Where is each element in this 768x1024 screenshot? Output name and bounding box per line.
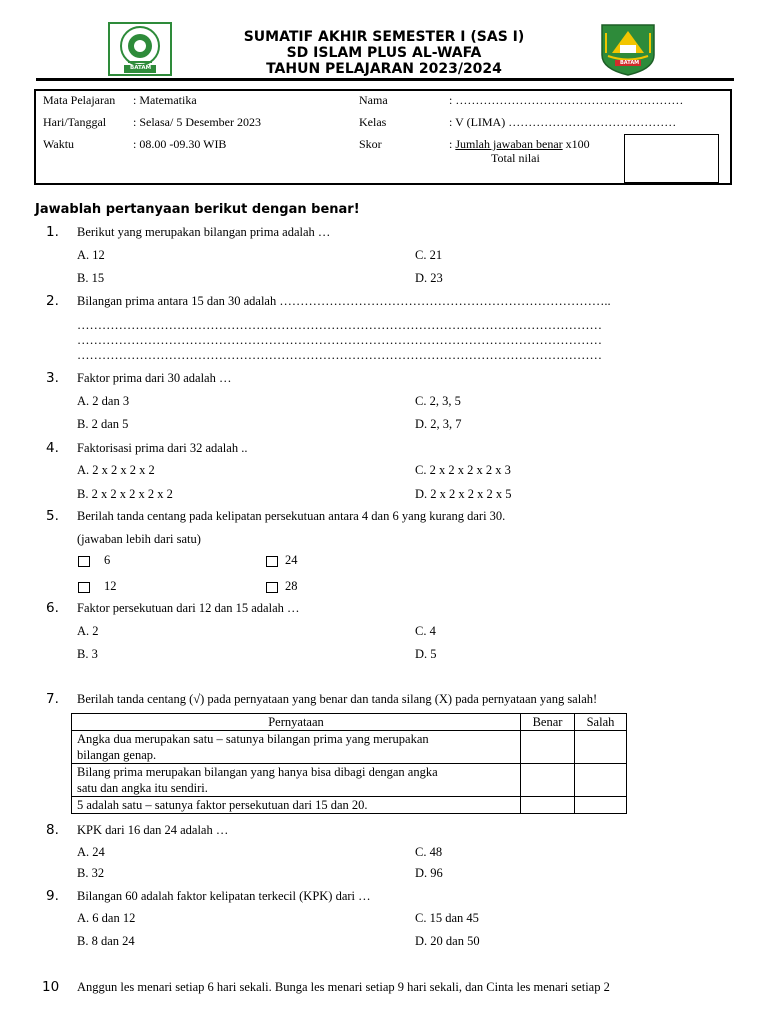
skor-denominator: Total nilai xyxy=(491,151,540,165)
q7-row2-true-cell[interactable] xyxy=(521,764,575,797)
q8-option-b[interactable]: B. 32 xyxy=(77,866,105,880)
q5-note: (jawaban lebih dari satu) xyxy=(77,532,201,546)
q8-option-d[interactable]: D. 96 xyxy=(415,866,443,880)
q6-option-d[interactable]: D. 5 xyxy=(415,647,437,661)
q5-number: 5. xyxy=(46,508,59,524)
kelas-field[interactable]: : V (LIMA) …………………………………… xyxy=(449,115,677,129)
q7-statement-2 xyxy=(72,764,521,797)
q3-option-b[interactable]: B. 2 dan 5 xyxy=(77,417,129,431)
q7-statement-table xyxy=(71,713,627,814)
skor-label: Skor xyxy=(359,137,382,151)
nama-label: Nama xyxy=(359,93,388,107)
q9-text: Bilangan 60 adalah faktor kelipatan terkecil (KPK) dari … xyxy=(77,889,371,903)
q5-text: Berilah tanda centang pada kelipatan persekutuan antara 4 dan 6 yang kurang dari 30. xyxy=(77,509,506,523)
hari-label: Hari/Tanggal xyxy=(43,115,107,129)
q1-option-d[interactable]: D. 23 xyxy=(415,271,443,285)
q2-answer-line-2[interactable]: ……………………………………………………………………………………………………………… xyxy=(77,333,602,347)
q10-text: Anggun les menari setiap 6 hari sekali. Bunga les menari setiap 9 hari sekali, dan Cinta les menari setiap 2 xyxy=(77,980,610,994)
school-year: TAHUN PELAJARAN 2023/2024 xyxy=(266,61,502,77)
q5-checkbox-12[interactable] xyxy=(78,582,90,593)
q3-option-a[interactable]: A. 2 dan 3 xyxy=(77,394,130,408)
q2-number: 2. xyxy=(46,293,59,309)
q4-option-a[interactable]: A. 2 x 2 x 2 x 2 xyxy=(77,463,155,477)
q5-option-24: 24 xyxy=(285,553,298,567)
mapel-label: Mata Pelajaran xyxy=(43,93,116,107)
school-name: SD ISLAM PLUS AL-WAFA xyxy=(286,45,482,61)
q6-option-b[interactable]: B. 3 xyxy=(77,647,98,661)
q2-text: Bilangan prima antara 15 dan 30 adalah …………………………………………………………………….. xyxy=(77,294,611,308)
q9-option-a[interactable]: A. 6 dan 12 xyxy=(77,911,136,925)
q2-answer-line-1[interactable]: ……………………………………………………………………………………………………………… xyxy=(77,318,602,332)
waktu-label: Waktu xyxy=(43,137,75,151)
q8-option-c[interactable]: C. 48 xyxy=(415,845,443,859)
q7-row3-true-cell[interactable] xyxy=(521,797,575,814)
emblem-label: BATAM xyxy=(620,60,640,66)
q7-statement-2-line-2: satu dan angka itu sendiri. xyxy=(77,781,208,795)
q7-statement-1-line-1: Angka dua merupakan satu – satunya bilangan prima yang merupakan xyxy=(77,732,429,746)
q4-option-b[interactable]: B. 2 x 2 x 2 x 2 x 2 xyxy=(77,487,173,501)
header-divider xyxy=(36,78,734,81)
q1-option-a[interactable]: A. 12 xyxy=(77,248,105,262)
q9-option-c[interactable]: C. 15 dan 45 xyxy=(415,911,479,925)
q1-option-b[interactable]: B. 15 xyxy=(77,271,105,285)
skor-colon: : xyxy=(449,137,456,151)
q3-text: Faktor prima dari 30 adalah … xyxy=(77,371,232,385)
waktu-value: : 08.00 -09.30 WIB xyxy=(133,137,227,151)
q3-option-c[interactable]: C. 2, 3, 5 xyxy=(415,394,461,408)
q7-statement-1-line-2: bilangan genap. xyxy=(77,748,157,762)
q9-option-d[interactable]: D. 20 dan 50 xyxy=(415,934,480,948)
instruction: Jawablah pertanyaan berikut dengan benar! xyxy=(35,202,360,217)
q10-number: 10 xyxy=(42,979,60,995)
kelas-label: Kelas xyxy=(359,115,387,129)
q4-option-c[interactable]: C. 2 x 2 x 2 x 2 x 3 xyxy=(415,463,511,477)
q4-option-d[interactable]: D. 2 x 2 x 2 x 2 x 5 xyxy=(415,487,512,501)
q7-row3-false-cell[interactable] xyxy=(575,797,627,814)
q1-text: Berikut yang merupakan bilangan prima adalah … xyxy=(77,225,331,239)
q4-number: 4. xyxy=(46,440,59,456)
q3-option-d[interactable]: D. 2, 3, 7 xyxy=(415,417,462,431)
mapel-value: : Matematika xyxy=(133,93,197,107)
q9-option-b[interactable]: B. 8 dan 24 xyxy=(77,934,135,948)
q5-checkbox-24[interactable] xyxy=(266,556,278,567)
nama-field[interactable]: : ………………………………………………… xyxy=(449,93,684,107)
q7-number: 7. xyxy=(46,691,59,707)
q6-number: 6. xyxy=(46,600,59,616)
exam-title: SUMATIF AKHIR SEMESTER I (SAS I) xyxy=(243,29,525,45)
q6-option-c[interactable]: C. 4 xyxy=(415,624,436,638)
q7-col-statement: Pernyataan xyxy=(72,714,521,731)
city-emblem-right xyxy=(598,23,658,76)
skor-formula xyxy=(449,137,590,152)
q1-number: 1. xyxy=(46,224,59,240)
q5-checkbox-28[interactable] xyxy=(266,582,278,593)
q6-option-a[interactable]: A. 2 xyxy=(77,624,99,638)
q7-row2-false-cell[interactable] xyxy=(575,764,627,797)
score-box[interactable] xyxy=(624,134,719,183)
q6-text: Faktor persekutuan dari 12 dan 15 adalah … xyxy=(77,601,300,615)
logo-left-subtitle: BATAM xyxy=(130,65,152,71)
q7-statement-2-line-1: Bilang prima merupakan bilangan yang hanya bisa dibagi dengan angka xyxy=(77,765,438,779)
q7-statement-3: 5 adalah satu – satunya faktor persekutuan dari 15 dan 20. xyxy=(72,797,521,814)
q7-text: Berilah tanda centang (√) pada pernyataan yang benar dan tanda silang (X) pada pernyataan yang salah! xyxy=(77,692,598,706)
q7-col-false: Salah xyxy=(575,714,627,731)
q9-number: 9. xyxy=(46,888,59,904)
q5-option-12: 12 xyxy=(104,579,117,593)
q7-row1-false-cell[interactable] xyxy=(575,731,627,764)
q7-statement-1 xyxy=(72,731,521,764)
hari-value: : Selasa/ 5 Desember 2023 xyxy=(133,115,261,129)
q1-option-c[interactable]: C. 21 xyxy=(415,248,443,262)
q5-option-28: 28 xyxy=(285,579,298,593)
skor-multiplier: x100 xyxy=(562,137,590,151)
q7-row1-true-cell[interactable] xyxy=(521,731,575,764)
q8-number: 8. xyxy=(46,822,59,838)
q2-answer-line-3[interactable]: ……………………………………………………………………………………………………………… xyxy=(77,348,602,362)
skor-numerator: Jumlah jawaban benar xyxy=(455,137,563,151)
q4-text: Faktorisasi prima dari 32 adalah .. xyxy=(77,441,248,455)
q8-text: KPK dari 16 dan 24 adalah … xyxy=(77,823,229,837)
q5-option-6: 6 xyxy=(104,553,111,567)
q7-col-true: Benar xyxy=(521,714,575,731)
q8-option-a[interactable]: A. 24 xyxy=(77,845,105,859)
q3-number: 3. xyxy=(46,370,59,386)
q5-checkbox-6[interactable] xyxy=(78,556,90,567)
